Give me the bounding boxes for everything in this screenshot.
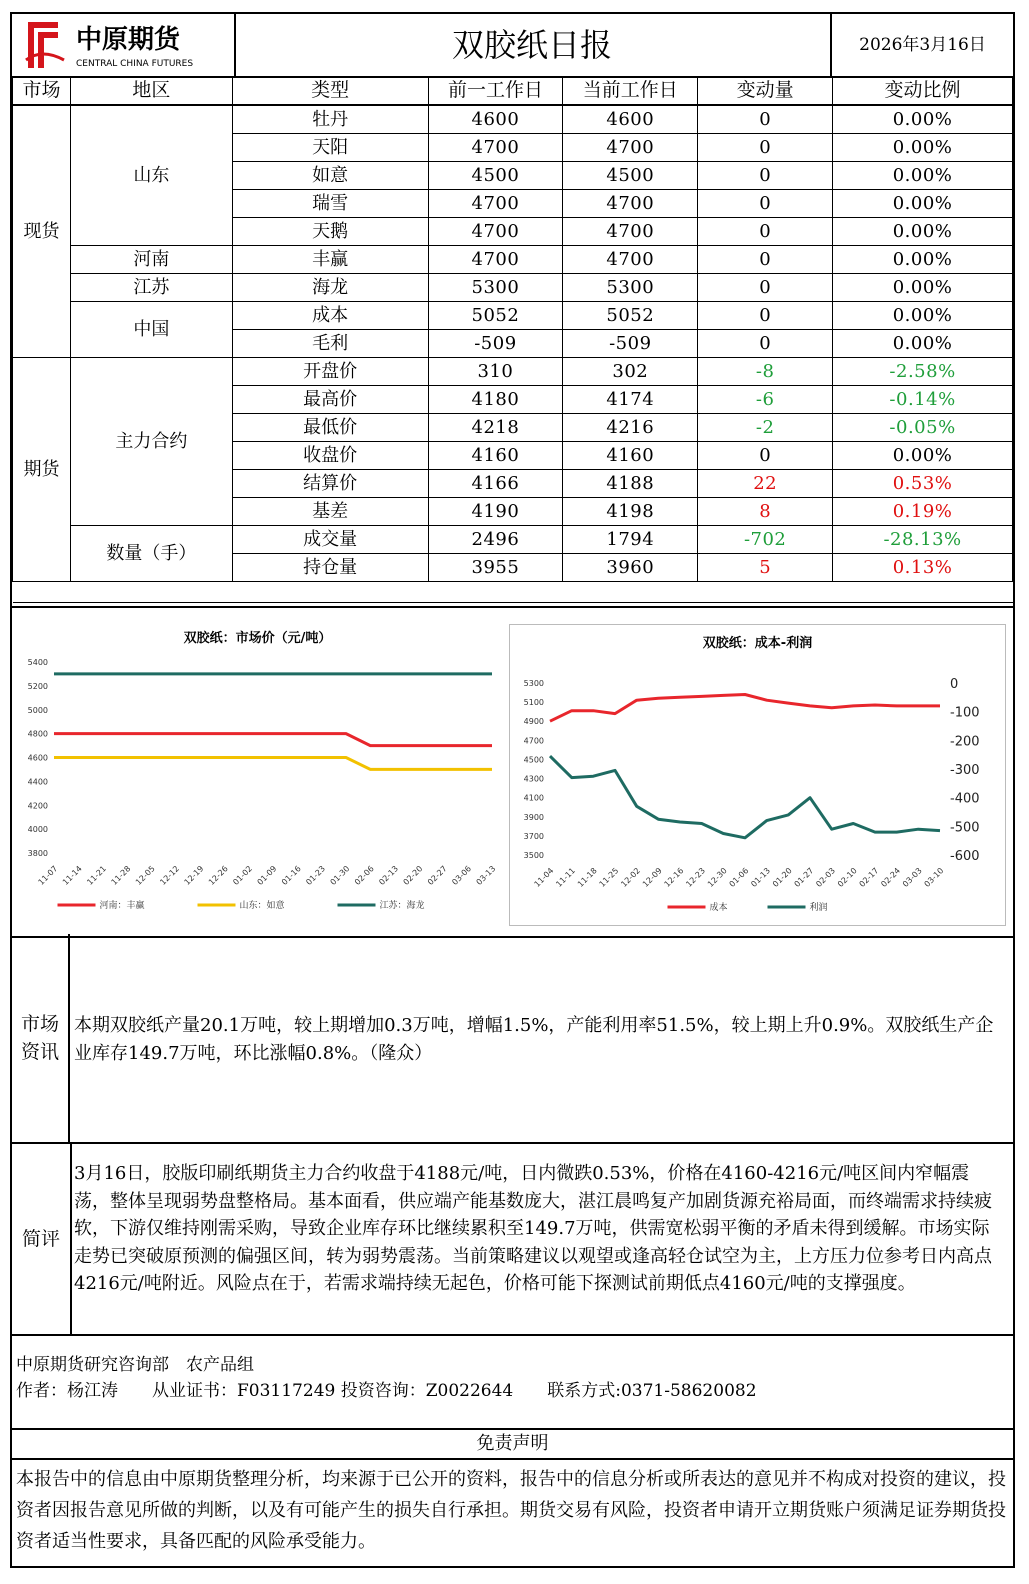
market-price-chart bbox=[14, 620, 501, 918]
change-cell: -6 bbox=[698, 386, 833, 414]
prev-cell: 4180 bbox=[428, 386, 563, 414]
change-cell: 0 bbox=[698, 330, 833, 358]
x-tick-label: 01-06 bbox=[727, 866, 751, 889]
change-cell: -2 bbox=[698, 414, 833, 442]
curr-cell: 4188 bbox=[563, 470, 698, 498]
curr-cell: 4700 bbox=[563, 134, 698, 162]
prev-cell: 4600 bbox=[428, 105, 563, 134]
prev-cell: 4500 bbox=[428, 162, 563, 190]
group-label: 主力合约 bbox=[70, 358, 232, 526]
x-tick-label: 11-25 bbox=[597, 866, 621, 889]
change-cell: 0 bbox=[698, 134, 833, 162]
group-label: 数量（手） bbox=[70, 526, 232, 582]
type-cell: 收盘价 bbox=[232, 442, 428, 470]
type-cell: 丰赢 bbox=[232, 246, 428, 274]
y2-tick-label: -500 bbox=[950, 820, 980, 836]
prev-cell: -509 bbox=[428, 330, 563, 358]
y2-tick-label: -300 bbox=[950, 763, 980, 778]
type-cell: 开盘价 bbox=[232, 358, 428, 386]
y-tick-label: 5300 bbox=[523, 679, 544, 688]
x-tick-label: 12-23 bbox=[684, 866, 708, 889]
x-tick-label: 11-18 bbox=[575, 866, 599, 889]
legend-label: 山东：如意 bbox=[239, 901, 285, 911]
type-cell: 牡丹 bbox=[232, 105, 428, 134]
pct-cell: 0.00% bbox=[833, 134, 1013, 162]
column-header: 当前工作日 bbox=[563, 77, 698, 106]
change-cell: 0 bbox=[698, 105, 833, 134]
y2-tick-label: -400 bbox=[950, 791, 980, 807]
pct-cell: -0.05% bbox=[833, 414, 1013, 442]
report-frame bbox=[10, 12, 1015, 1568]
type-cell: 天阳 bbox=[232, 134, 428, 162]
pct-cell: 0.00% bbox=[833, 246, 1013, 274]
curr-cell: 4600 bbox=[563, 105, 698, 134]
x-tick-label: 12-19 bbox=[182, 864, 206, 887]
y2-tick-label: -600 bbox=[950, 849, 980, 864]
group-label: 江苏 bbox=[70, 274, 232, 302]
market-news-text: 本期双胶纸产量20.1万吨，较上期增加0.3万吨，增幅1.5%，产能利用率51.5%，较上期上升0.9%。双胶纸生产企业库存149.7万吨，环比涨幅0.8%。（隆众） bbox=[74, 1015, 994, 1064]
x-tick-label: 02-03 bbox=[814, 866, 838, 889]
x-tick-label: 02-17 bbox=[857, 866, 881, 889]
group-label: 中国 bbox=[70, 302, 232, 358]
legend-label: 成本 bbox=[709, 903, 728, 913]
type-cell: 瑞雪 bbox=[232, 190, 428, 218]
series-line bbox=[550, 756, 940, 838]
pct-cell: 0.00% bbox=[833, 105, 1013, 134]
series-line bbox=[550, 695, 940, 722]
y-tick-label: 4800 bbox=[27, 729, 48, 739]
x-tick-label: 12-12 bbox=[158, 864, 182, 887]
curr-cell: 4700 bbox=[563, 246, 698, 274]
prev-cell: 5300 bbox=[428, 274, 563, 302]
column-header: 变动比例 bbox=[833, 77, 1013, 106]
x-tick-label: 11-07 bbox=[36, 864, 60, 887]
x-tick-label: 03-03 bbox=[900, 866, 924, 889]
column-header: 前一工作日 bbox=[428, 77, 563, 106]
x-tick-label: 01-16 bbox=[279, 864, 303, 887]
pct-cell: 0.00% bbox=[833, 302, 1013, 330]
x-tick-label: 02-24 bbox=[879, 866, 903, 889]
pct-cell: -28.13% bbox=[833, 526, 1013, 554]
disclaimer-text: 本报告中的信息由中原期货整理分析，均来源于已公开的资料，报告中的信息分析或所表达的意见并不构成对投资的建议，投资者因报告意见所做的判断，以及有可能产生的损失自行承担。期货交易有风险，投资者申请开立期货账户须满足证券期货投资者适当性要求，具备匹配的风险承受能力。 bbox=[16, 1469, 1006, 1552]
logo-en-text: CENTRAL CHINA FUTURES bbox=[76, 59, 194, 69]
change-cell: 0 bbox=[698, 274, 833, 302]
report-header bbox=[12, 14, 1013, 78]
pct-cell: 0.13% bbox=[833, 554, 1013, 582]
x-tick-label: 12-09 bbox=[640, 866, 664, 889]
pct-cell: 0.00% bbox=[833, 162, 1013, 190]
pct-cell: 0.00% bbox=[833, 274, 1013, 302]
type-cell: 基差 bbox=[232, 498, 428, 526]
curr-cell: 4700 bbox=[563, 218, 698, 246]
column-header: 地区 bbox=[70, 77, 232, 106]
table-row bbox=[13, 302, 1013, 330]
report-title: 双胶纸日报 bbox=[234, 14, 832, 76]
x-tick-label: 11-14 bbox=[60, 864, 84, 887]
x-tick-label: 02-06 bbox=[352, 864, 376, 887]
x-tick-label: 11-28 bbox=[109, 864, 133, 887]
y-tick-label: 4700 bbox=[523, 736, 544, 746]
curr-cell: 4216 bbox=[563, 414, 698, 442]
table-row bbox=[13, 105, 1013, 134]
prev-cell: 310 bbox=[428, 358, 563, 386]
type-cell: 成本 bbox=[232, 302, 428, 330]
prev-cell: 4700 bbox=[428, 134, 563, 162]
commentary-section bbox=[12, 1144, 1013, 1336]
chart-title: 双胶纸：市场价（元/吨） bbox=[183, 631, 332, 646]
chart-title: 双胶纸：成本-利润 bbox=[702, 636, 813, 651]
pct-cell: -2.58% bbox=[833, 358, 1013, 386]
pct-cell: 0.00% bbox=[833, 218, 1013, 246]
type-cell: 结算价 bbox=[232, 470, 428, 498]
series-line bbox=[54, 758, 492, 770]
prev-cell: 4700 bbox=[428, 246, 563, 274]
y-tick-label: 3700 bbox=[523, 831, 544, 841]
type-cell: 海龙 bbox=[232, 274, 428, 302]
curr-cell: 5300 bbox=[563, 274, 698, 302]
y-tick-label: 4500 bbox=[523, 755, 544, 765]
x-tick-label: 01-02 bbox=[231, 864, 255, 887]
x-tick-label: 01-30 bbox=[328, 864, 352, 887]
y-tick-label: 3800 bbox=[27, 849, 48, 858]
column-header: 类型 bbox=[232, 77, 428, 106]
change-cell: 22 bbox=[698, 470, 833, 498]
x-tick-label: 12-02 bbox=[619, 866, 643, 889]
x-tick-label: 01-20 bbox=[770, 866, 794, 889]
legend-label: 利润 bbox=[809, 903, 828, 913]
table-row bbox=[13, 274, 1013, 302]
table-blank-row bbox=[13, 582, 1013, 603]
type-cell: 最高价 bbox=[232, 386, 428, 414]
curr-cell: 5052 bbox=[563, 302, 698, 330]
change-cell: -702 bbox=[698, 526, 833, 554]
type-cell: 最低价 bbox=[232, 414, 428, 442]
prev-cell: 4160 bbox=[428, 442, 563, 470]
table-row bbox=[13, 246, 1013, 274]
logo-cn-text: 中原期货 bbox=[76, 25, 181, 55]
y-tick-label: 4600 bbox=[27, 753, 48, 763]
x-tick-label: 12-05 bbox=[133, 864, 157, 887]
x-tick-label: 02-13 bbox=[377, 864, 401, 887]
group-label: 山东 bbox=[70, 105, 232, 246]
prev-cell: 4190 bbox=[428, 498, 563, 526]
department: 中原期货研究咨询部 农产品组 bbox=[16, 1355, 254, 1375]
curr-cell: 4198 bbox=[563, 498, 698, 526]
curr-cell: 4160 bbox=[563, 442, 698, 470]
charts-section bbox=[12, 606, 1013, 938]
table-row bbox=[13, 358, 1013, 386]
change-cell: 0 bbox=[698, 442, 833, 470]
prev-cell: 5052 bbox=[428, 302, 563, 330]
type-cell: 毛利 bbox=[232, 330, 428, 358]
prev-cell: 3955 bbox=[428, 554, 563, 582]
pct-cell: -0.14% bbox=[833, 386, 1013, 414]
curr-cell: 3960 bbox=[563, 554, 698, 582]
legend-label: 河南：丰赢 bbox=[99, 901, 145, 911]
curr-cell: 4500 bbox=[563, 162, 698, 190]
y-tick-label: 5400 bbox=[27, 658, 48, 667]
y2-tick-label: -200 bbox=[950, 734, 980, 750]
prev-cell: 4166 bbox=[428, 470, 563, 498]
market-news-label: 市场资讯 bbox=[12, 934, 70, 1142]
y-tick-label: 4000 bbox=[27, 825, 48, 835]
pct-cell: 0.00% bbox=[833, 190, 1013, 218]
author-info bbox=[16, 1352, 757, 1404]
author-line: 作者：杨江涛 从业证书：F03117249 投资咨询：Z0022644 联系方式:0371-58620082 bbox=[16, 1381, 757, 1401]
report-date: 2026年3月16日 bbox=[859, 35, 986, 55]
change-cell: 0 bbox=[698, 218, 833, 246]
y-tick-label: 4100 bbox=[523, 793, 544, 803]
type-cell: 如意 bbox=[232, 162, 428, 190]
x-tick-label: 03-06 bbox=[450, 864, 474, 887]
y-tick-label: 4300 bbox=[523, 774, 544, 784]
x-tick-label: 02-20 bbox=[401, 864, 425, 887]
pct-cell: 0.19% bbox=[833, 498, 1013, 526]
y2-tick-label: 0 bbox=[950, 677, 959, 692]
prev-cell: 4218 bbox=[428, 414, 563, 442]
logo-mark-icon bbox=[12, 14, 234, 76]
change-cell: 0 bbox=[698, 302, 833, 330]
curr-cell: 4700 bbox=[563, 190, 698, 218]
change-cell: 0 bbox=[698, 190, 833, 218]
cost-profit-chart bbox=[509, 624, 1006, 926]
prev-cell: 4700 bbox=[428, 190, 563, 218]
pct-cell: 0.00% bbox=[833, 330, 1013, 358]
group-label: 现货 bbox=[13, 105, 71, 358]
x-tick-label: 11-04 bbox=[532, 866, 556, 889]
group-label: 期货 bbox=[13, 358, 71, 582]
x-tick-label: 12-16 bbox=[662, 866, 686, 889]
change-cell: 8 bbox=[698, 498, 833, 526]
x-tick-label: 11-21 bbox=[85, 864, 109, 887]
column-header: 变动量 bbox=[698, 77, 833, 106]
prev-cell: 4700 bbox=[428, 218, 563, 246]
x-tick-label: 12-30 bbox=[705, 866, 729, 889]
x-tick-label: 12-26 bbox=[206, 864, 230, 887]
x-tick-label: 01-27 bbox=[792, 866, 816, 889]
commentary-label: 简评 bbox=[12, 1144, 72, 1334]
y-tick-label: 5200 bbox=[27, 681, 48, 691]
x-tick-label: 01-23 bbox=[304, 864, 328, 887]
price-table bbox=[12, 76, 1013, 603]
curr-cell: 4174 bbox=[563, 386, 698, 414]
change-cell: 0 bbox=[698, 246, 833, 274]
y-tick-label: 4200 bbox=[27, 801, 48, 811]
pct-cell: 0.00% bbox=[833, 442, 1013, 470]
series-line bbox=[54, 734, 492, 746]
x-tick-label: 11-11 bbox=[554, 866, 578, 889]
prev-cell: 2496 bbox=[428, 526, 563, 554]
y2-tick-label: -100 bbox=[950, 705, 980, 721]
change-cell: 0 bbox=[698, 162, 833, 190]
type-cell: 天鹅 bbox=[232, 218, 428, 246]
table-row bbox=[13, 526, 1013, 554]
disclaimer-title: 免责声明 bbox=[12, 1428, 1013, 1460]
y-tick-label: 3500 bbox=[523, 851, 544, 860]
x-tick-label: 02-10 bbox=[835, 866, 859, 889]
change-cell: -8 bbox=[698, 358, 833, 386]
y-tick-label: 3900 bbox=[523, 812, 544, 822]
type-cell: 持仓量 bbox=[232, 554, 428, 582]
x-tick-label: 01-09 bbox=[255, 864, 279, 887]
y-tick-label: 4400 bbox=[27, 777, 48, 787]
column-header: 市场 bbox=[13, 77, 71, 106]
change-cell: 5 bbox=[698, 554, 833, 582]
x-tick-label: 02-27 bbox=[425, 864, 449, 887]
curr-cell: -509 bbox=[563, 330, 698, 358]
legend-label: 江苏：海龙 bbox=[379, 901, 425, 911]
table-header-row bbox=[13, 77, 1013, 106]
y-tick-label: 5100 bbox=[523, 698, 544, 708]
group-label: 河南 bbox=[70, 246, 232, 274]
commentary-text: 3月16日，胶版印刷纸期货主力合约收盘于4188元/吨，日内微跌0.53%，价格在4160-4216元/吨区间内窄幅震荡，整体呈现弱势盘整格局。基本面看，供应端产能基数庞大，湛江晨鸣复产加剧货源充裕局面，而终端需求持续疲软，下游仅维持刚需采购，导致企业库存环比继续累积至149.7万吨，供需宽松弱平衡的矛盾未得到缓解。市场实际走势已突破原预测的偏强区间，转为弱势震荡。当前策略建议以观望或逢高轻仓试空为主，上方压力位参考日内高点4216元/吨附近。风险点在于，若需求端持续无起色，价格可能下探测试前期低点4160元/吨的支撑强度。 bbox=[74, 1163, 992, 1294]
curr-cell: 302 bbox=[563, 358, 698, 386]
y-tick-label: 4900 bbox=[523, 717, 544, 727]
curr-cell: 1794 bbox=[563, 526, 698, 554]
company-logo bbox=[12, 14, 236, 76]
x-tick-label: 03-10 bbox=[922, 866, 946, 889]
type-cell: 成交量 bbox=[232, 526, 428, 554]
x-tick-label: 01-13 bbox=[749, 866, 773, 889]
y-tick-label: 5000 bbox=[27, 705, 48, 715]
x-tick-label: 03-13 bbox=[474, 864, 498, 887]
pct-cell: 0.53% bbox=[833, 470, 1013, 498]
market-news-section bbox=[12, 934, 1013, 1144]
